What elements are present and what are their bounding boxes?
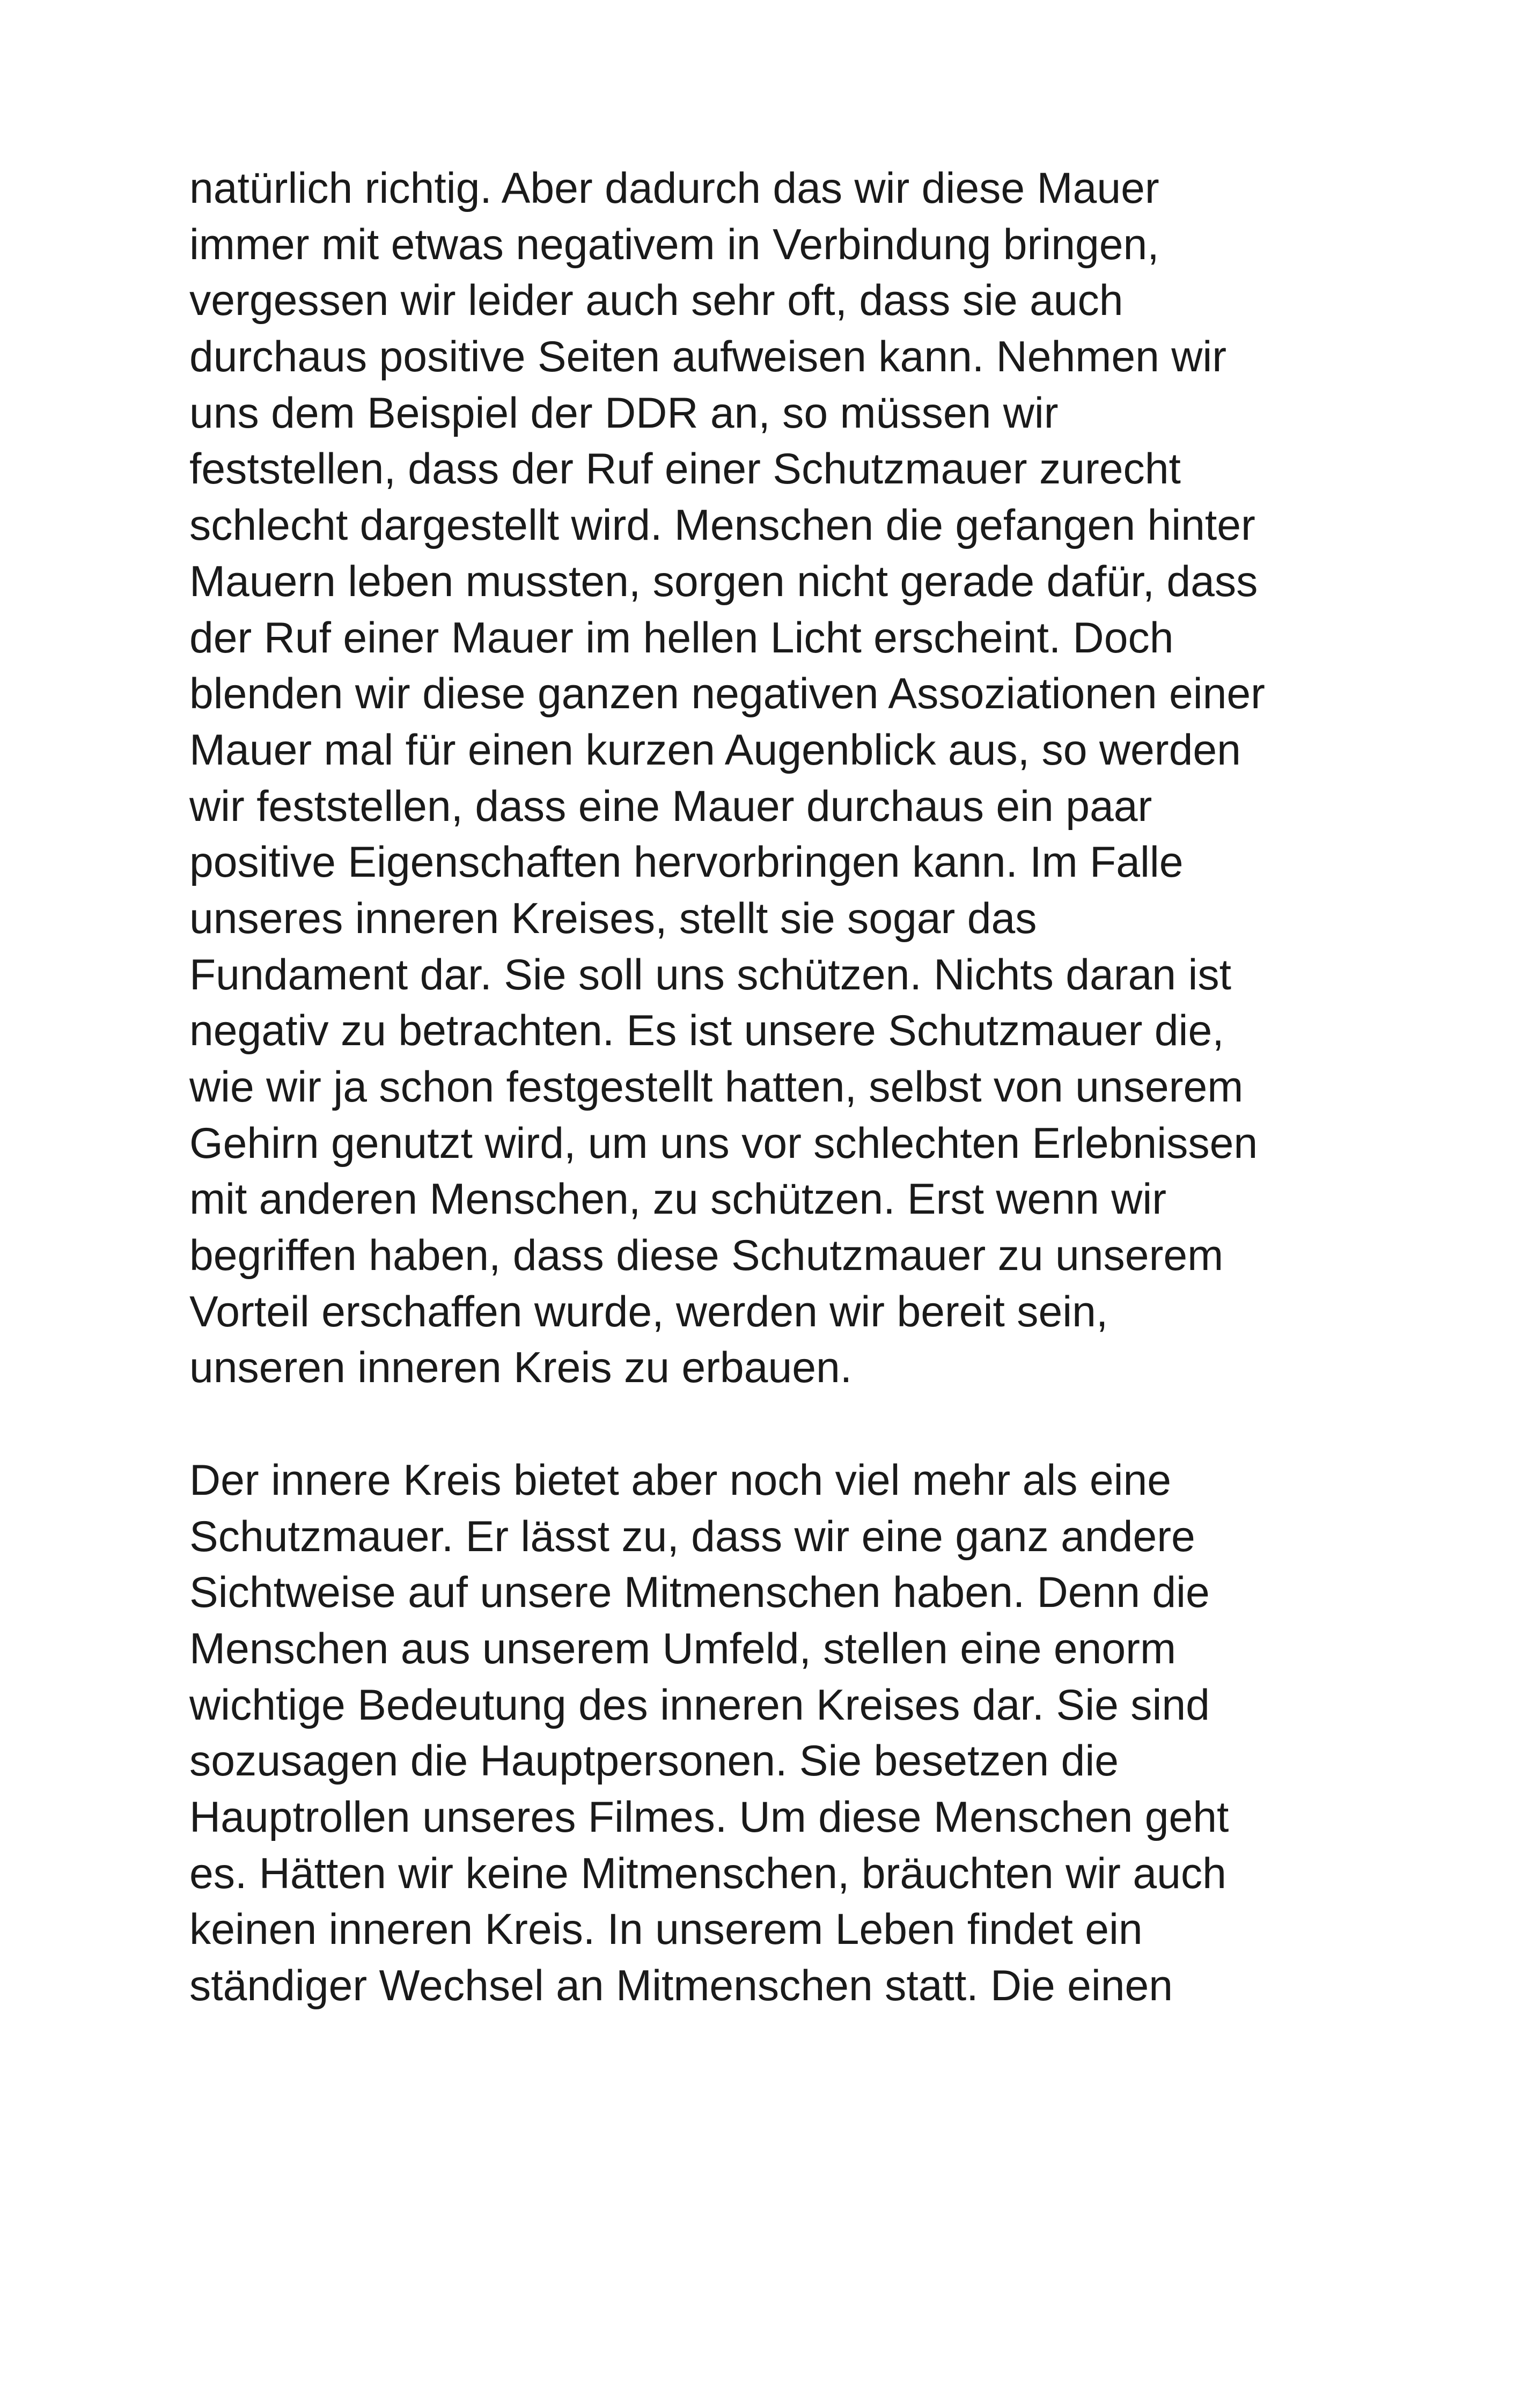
body-text [189,160,1338,2014]
text-line: wichtige Bedeutung des inneren Kreises dar. Sie sind [189,1680,1210,1729]
text-line: uns dem Beispiel der DDR an, so müssen wir [189,388,1059,437]
text-line: Schutzmauer. Er lässt zu, dass wir eine ganz andere [189,1512,1195,1561]
text-line: schlecht dargestellt wird. Menschen die gefangen hinter [189,501,1255,550]
text-line: durchaus positive Seiten aufweisen kann. Nehmen wir [189,333,1227,381]
text-line: immer mit etwas negativem in Verbindung bringen, [189,220,1159,269]
text-line: natürlich richtig. Aber dadurch das wir diese Mauer [189,164,1159,212]
text-line: feststellen, dass der Ruf einer Schutzmauer zurecht [189,445,1181,494]
text-line: negativ zu betrachten. Es ist unsere Schutzmauer die, [189,1007,1224,1055]
text-line: der Ruf einer Mauer im hellen Licht erscheint. Doch [189,613,1174,662]
paragraph [189,160,1338,1396]
text-line: ständiger Wechsel an Mitmenschen statt. Die einen [189,1962,1173,2010]
text-line: begriffen haben, dass diese Schutzmauer zu unserem [189,1231,1224,1280]
text-line: Mauer mal für einen kurzen Augenblick aus, so werden [189,725,1241,774]
text-line: positive Eigenschaften hervorbringen kann. Im Falle [189,838,1184,887]
text-line: Mauern leben mussten, sorgen nicht gerade dafür, dass [189,557,1258,606]
text-line: blenden wir diese ganzen negativen Assoziationen einer [189,670,1265,718]
text-line: Vorteil erschaffen wurde, werden wir bereit sein, [189,1287,1108,1336]
text-line: Hauptrollen unseres Filmes. Um diese Menschen geht [189,1793,1229,1841]
text-line: Fundament dar. Sie soll uns schützen. Nichts daran ist [189,950,1231,999]
text-line: Der innere Kreis bietet aber noch viel mehr als eine [189,1456,1172,1504]
text-line: Gehirn genutzt wird, um uns vor schlechten Erlebnissen [189,1119,1258,1168]
text-line: wie wir ja schon festgestellt hatten, selbst von unserem [189,1063,1244,1111]
text-line: unseres inneren Kreises, stellt sie sogar das [189,894,1037,943]
text-line: wir feststellen, dass eine Mauer durchaus ein paar [189,782,1152,831]
text-line: Sichtweise auf unsere Mitmenschen haben. Denn die [189,1568,1210,1617]
paragraph-gap [189,1396,1338,1452]
text-line: keinen inneren Kreis. In unserem Leben findet ein [189,1905,1143,1954]
text-line: sozusagen die Hauptpersonen. Sie besetzen die [189,1737,1119,1786]
text-line: Menschen aus unserem Umfeld, stellen eine enorm [189,1624,1177,1673]
text-line: es. Hätten wir keine Mitmenschen, bräuchten wir auch [189,1849,1226,1898]
paragraph [189,1452,1338,2014]
text-line: vergessen wir leider auch sehr oft, dass sie auch [189,276,1123,325]
text-line: mit anderen Menschen, zu schützen. Erst wenn wir [189,1175,1167,1224]
text-line: unseren inneren Kreis zu erbauen. [189,1344,853,1392]
